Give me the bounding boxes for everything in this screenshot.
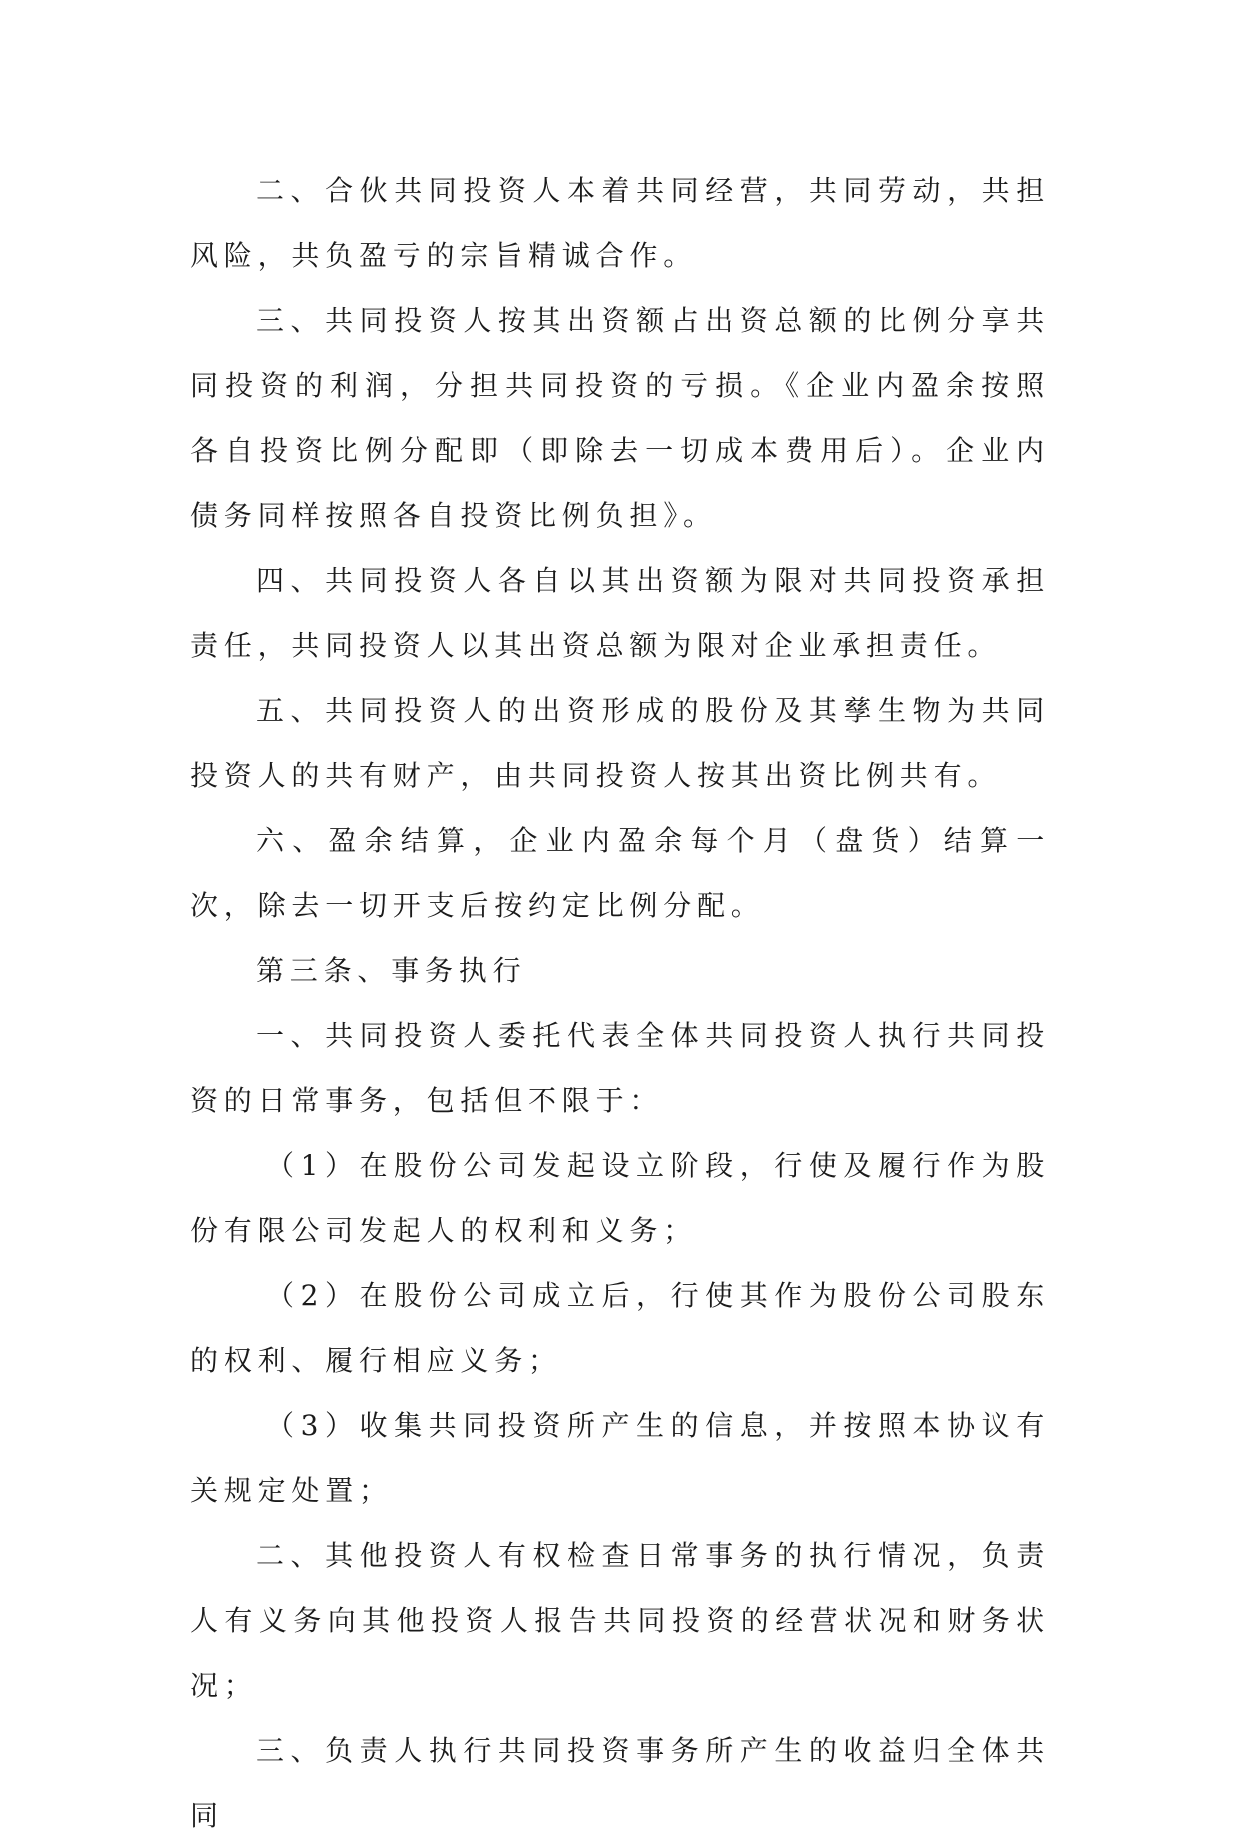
section-heading-affairs-execution: 第三条、事务执行 (256, 954, 527, 987)
paragraph-inspection-rights: 二、其他投资人有权检查日常事务的执行情况，负责人有义务向其他投资人报告共同投资的经营状况和财务状况； (190, 1539, 1050, 1702)
paragraph-partnership-principle: 二、合伙共同投资人本着共同经营，共同劳动，共担风险，共负盈亏的宗旨精诚合作。 (190, 174, 1050, 272)
document-body (190, 158, 1050, 1848)
paragraph-revenue-attribution: 三、负责人执行共同投资事务所产生的收益归全体共同 (190, 1734, 1050, 1832)
paragraph-joint-property: 五、共同投资人的出资形成的股份及其孳生物为共同投资人的共有财产，由共同投资人按其出资比例共有。 (190, 694, 1050, 792)
list-item-founding-stage: （1）在股份公司发起设立阶段，行使及履行作为股份有限公司发起人的权利和义务； (190, 1149, 1050, 1247)
paragraph-liability: 四、共同投资人各自以其出资额为限对共同投资承担责任，共同投资人以其出资总额为限对企业承担责任。 (190, 564, 1050, 662)
list-item-shareholder-rights: （2）在股份公司成立后，行使其作为股份公司股东的权利、履行相应义务； (190, 1279, 1050, 1377)
paragraph-delegation: 一、共同投资人委托代表全体共同投资人执行共同投资的日常事务，包括但不限于： (190, 1019, 1050, 1117)
paragraph-surplus-settlement: 六、盈余结算，企业内盈余每个月（盘货）结算一次，除去一切开支后按约定比例分配。 (190, 824, 1050, 922)
paragraph-profit-sharing: 三、共同投资人按其出资额占出资总额的比例分享共同投资的利润，分担共同投资的亏损。《企业内盈余按照各自投资比例分配即（即除去一切成本费用后）。企业内债务同样按照各自投资比例负担》。 (190, 304, 1050, 532)
list-item-information-handling: （3）收集共同投资所产生的信息，并按照本协议有关规定处置； (190, 1409, 1050, 1507)
